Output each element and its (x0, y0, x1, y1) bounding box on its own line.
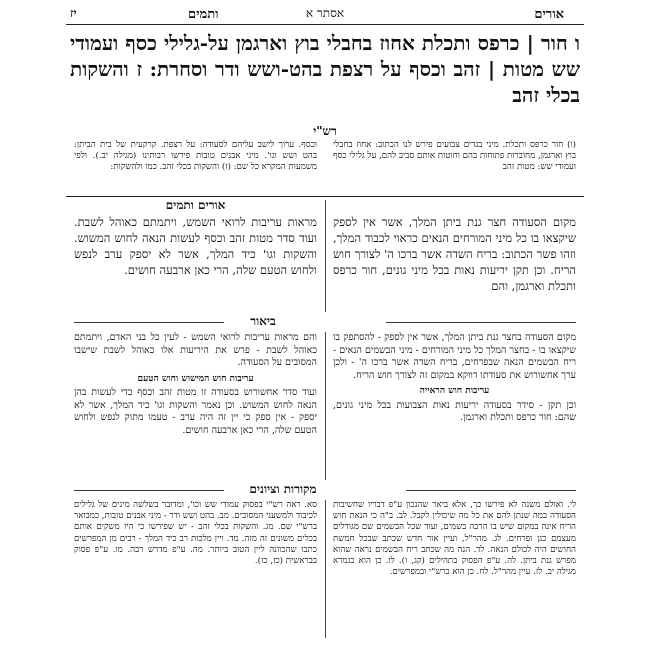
biur-right-column (333, 332, 576, 480)
header-chapter-ref: אסתר א (305, 6, 345, 20)
sources-left-column: סא. ראה רש"י בפסוק עמודי שש וכו', ומדובר בשלשה מינים של גלילים לכיבוד ולמשעני המסובים. מב. בהט ושש ודר - מיני אבנים טובות, כמבואר ברש"י שם. מג. והשקות בכלי זהב - יש שפירשו כי היו משקים אותם בכלים משונים זה מזה. מד. ויין מלכות רב כיד המלך - רבים מן המפרשים כתבו שהכוונה ליין הטוב ביותר. מה. ע"פ מדרש רבה. מו. ע"פ פסוק בבראשית (כז, כז). (74, 500, 317, 567)
biur-left-subheading: עריבות חוש המישוש וחוש הטעם (137, 373, 254, 384)
sources-right-column: לי. ואולם משנה לא פירשו כך, אלא ביאר שהנכון ע"פ דבריו שחשיבות הסעודה במה שנתן להם את כל מה שיכולין לקבל. לב. ב"ה כי הנאת חוש הריח אינה במקום שיש בו הרבה בשמים, ועוד שכל הבשמים שם מגודלים מעצמם כגן ופרחים. לג. מהר"ל, ועיין אור חדש שכתב שבכל חמשת החושים היה לכולם הנאה. לד. הנה מה שכתב ריח הבשמים נראה שהוא מפרש גנת ביתן. לה. ע"פ הפסוק בתהילים (קג, ו). לו. כן הוא בגמרא מגילה יב. לז. עיין מהר"ל. לח. כן הוא ברש"י ובמפרשים. (333, 500, 576, 578)
ornament-rule-left (74, 322, 224, 323)
sources-rule-left (74, 490, 224, 491)
biur-column-divider (325, 332, 326, 480)
biur-left-column (74, 332, 317, 480)
column-divider (325, 200, 326, 312)
biur-left-text-2: ועוד סדר אחשורוש בסעודה זו מטות זהב וכסף כדי לעשות בהן הנאה לחוש המשוש. וכן נאמר והשקות וגו' כיד המלך, אשר לא יספק - אין ספק כי יין זה היה ערב - טעמו מתוק לנפש ולחוש הטעם שלה, הרי כאן ארבעה חושים. (74, 387, 317, 436)
rashi-heading: רש"י (313, 124, 337, 138)
header-book-title: אורים (534, 7, 564, 22)
rashi-right-column: (ו) חור כרפס ותכלת. מיני בגדים צבועים פירש לנו הכתוב: אחוז בחבלי בוץ וארגמן, מחוברות פתוחות בהם וחוטות אותם סביב להם, על גלילי כסף ועמודי שש: מטות זהב (333, 140, 576, 173)
biur-right-text: מקום הסעודה בחצר גנת ביתן המלך, אשר אין לספק - להסתפק בו שיקצאו בו - בחצר המלך כל מיני המורחים - מיני הבשמים הנאים - ריח הבשמים הנאה שבפרחים, בריח השדה אשר ברכו ה' - ולכן ערך אחשורוש את סעודתו דווקא במקום זה לצורך חוש הריח. (333, 332, 576, 381)
biur-heading: ביאור (250, 314, 276, 328)
header-rule (66, 24, 584, 25)
page-number: יז (70, 6, 77, 20)
header-commentary-title: ותמים (188, 7, 219, 22)
sources-heading: מקורות וציונים (249, 482, 317, 496)
urim-heading: אורים ותמים (165, 198, 226, 212)
urim-right-column: מקום הסעודה חצר גנת ביתן המלך, אשר אין לספק שיקצאו בו כל מיני המורחים הנאים כראוי לכבוד המלך, וזהו פשר הכתוב: בריח השדה אשר ברכו ה' לצורך חוש הריח. וכן תקן יריעות נאות בכל מיני גונים, חור כרפס ותכלת וארגמן, והם (333, 215, 576, 293)
verse-text: ו חור | כרפס ותכלת אחוז בחבלי בוץ וארגמן על-גלילי כסף ועמודי שש מטות | זהב וכסף על רצפת בהט-ושש ודר וסחרת: ז והשקות בכלי זהב (70, 31, 580, 107)
biur-right-subheading: עריבות חוש הראייה (419, 386, 490, 396)
urim-left-column: מראות עריבות לרואי השמש, ויתמתם כאוהל לשבת. ועוד סדר מטות זהב וכסף לעשות הנאה לחוש המשוש. והשקות וגו' כיד המלך, אשר לא יספק ערב לנפש ולחוש הטעם שלה, הרי כאן ארבעה חושים. (74, 215, 317, 277)
sources-column-divider (325, 500, 326, 638)
ornament-rule-right (386, 322, 576, 323)
rashi-section (74, 140, 576, 192)
rashi-left-column: וכסף. ערוך לישב עליהם לסעודה: על רצפת. קרקעית של בית הביתן: בהט ושש וגו'. מיני אבנים טובות פירשו רבותינו (מגילה יב.). ולפי משמעות המקרא כל שם: (ז) והשקות בכלי זהב. כמו ולהשקות: (74, 140, 317, 173)
biur-right-text-2: וכן תקן - סידר בסעודה יריעות נאות הצבועות בכל מיני גונים, שהם: חור כרפס ותכלת וארגמן. (333, 399, 576, 423)
rashi-rule (66, 196, 584, 197)
sources-rule-right (406, 490, 576, 491)
biur-left-text: והם מראות עריבות לרואי השמש - לעין כל בני האדם, ויתמתם כאוהל לשבת - פרש את היריעות אלו כאוהל לשבת שישבו המסובים על הסעודה. (74, 332, 317, 368)
